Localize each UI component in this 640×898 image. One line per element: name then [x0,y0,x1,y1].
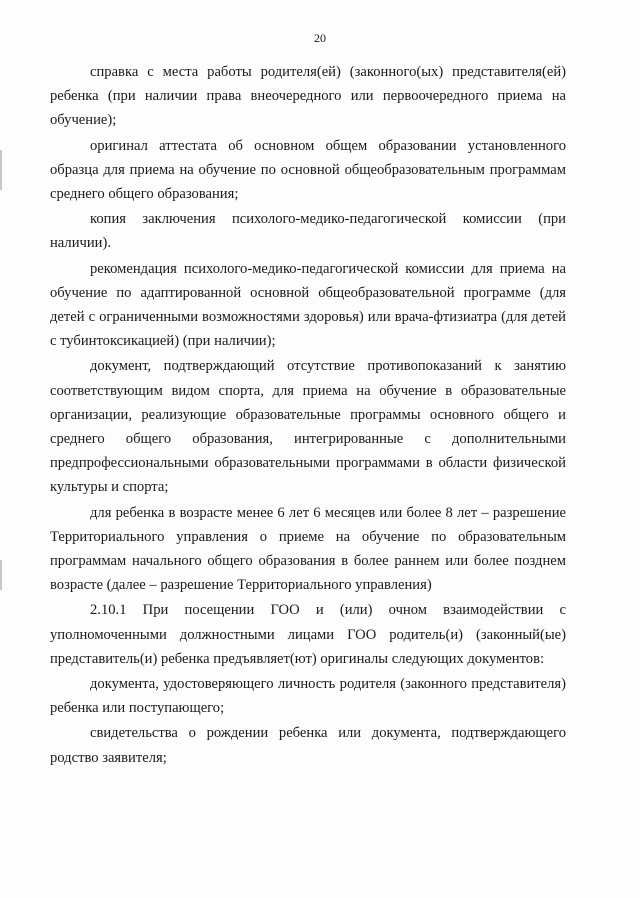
paragraph-identity-document: документа, удостоверяющего личность родителя (законного представителя) ребенка или поступающего; [50,676,566,717]
paragraph-age-permission: для ребенка в возрасте менее 6 лет 6 месяцев или более 8 лет – разрешение Территориального управления о приеме на обучение по образовательным программам начального общего образования в более раннем или более позднем возрасте (далее – разрешение Территориального управления) [50,504,566,594]
page-number: 20 [314,31,326,45]
paragraph-employment-certificate: справка с места работы родителя(ей) (законного(ых) представителя(ей) ребенка (при наличии права внеочередного или первоочередного приема на обучение); [50,64,566,129]
paragraph-section-2-10-1: 2.10.1 При посещении ГОО и (или) очном взаимодействии с уполномоченными должностными лицами ГОО родитель(и) (законный(ые) представитель(и) ребенка предъявляет(ют) оригиналы следующих документов: [50,602,566,667]
scan-edge-mark [0,560,2,590]
document-body [50,60,566,771]
paragraph-birth-certificate: свидетельства о рождении ребенка или документа, подтверждающего родство заявителя; [50,725,566,766]
paragraph-sport-clearance: документ, подтверждающий отсутствие противопоказаний к занятию соответствующим видом спорта, для приема на обучение в образовательные организации, реализующие образовательные программы основного общего и среднего общего образования, интегрированные с дополнительными предпрофессиональными образовательными программами в области физической культуры и спорта; [50,358,566,496]
scan-edge-mark [0,150,2,190]
paragraph-pmpk-conclusion: копия заключения психолого-медико-педагогической комиссии (при наличии). [50,211,566,252]
paragraph-pmpk-recommendation: рекомендация психолого-медико-педагогической комиссии для приема на обучение по адаптированной основной общеобразовательной программе (для детей с ограниченными возможностями здоровья) или врача-фтизиатра (для детей с тубинтоксикацией) (при наличии); [50,260,566,350]
paragraph-school-certificate: оригинал аттестата об основном общем образовании установленного образца для приема на обучение по основной общеобразовательным программам среднего общего образования; [50,137,566,203]
